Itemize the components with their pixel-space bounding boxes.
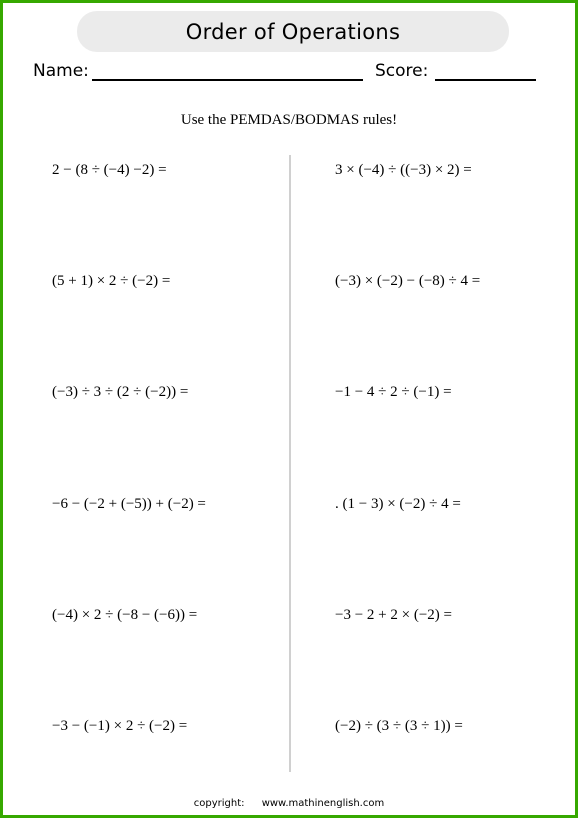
column-divider	[289, 155, 291, 772]
footer	[0, 798, 578, 809]
worksheet-title: Order of Operations	[185, 19, 401, 44]
problem-left-2: (5 + 1) × 2 ÷ (−2) =	[52, 273, 171, 289]
score-blank-line	[435, 79, 536, 81]
name-label: Name:	[33, 61, 89, 81]
problem-right-5: −3 − 2 + 2 × (−2) =	[335, 607, 452, 623]
problem-right-3: −1 − 4 ÷ 2 ÷ (−1) =	[335, 384, 452, 400]
instructions-text: Use the PEMDAS/BODMAS rules!	[180, 112, 398, 128]
website-link[interactable]: www.mathinenglish.com	[261, 798, 385, 809]
score-label: Score:	[375, 61, 429, 81]
title-banner	[77, 11, 509, 52]
problem-left-1: 2 − (8 ÷ (−4) −2) =	[52, 162, 167, 178]
problem-right-4: . (1 − 3) × (−2) ÷ 4 =	[335, 496, 461, 512]
problem-left-4: −6 − (−2 + (−5)) + (−2) =	[52, 496, 206, 512]
name-blank-line	[92, 79, 363, 81]
copyright-label: copyright:	[193, 798, 245, 809]
problem-left-6: −3 − (−1) × 2 ÷ (−2) =	[52, 718, 188, 734]
problem-left-3: (−3) ÷ 3 ÷ (2 ÷ (−2)) =	[52, 384, 189, 400]
problem-right-6: (−2) ÷ (3 ÷ (3 ÷ 1)) =	[335, 718, 463, 734]
problem-right-2: (−3) × (−2) − (−8) ÷ 4 =	[335, 273, 481, 289]
problem-left-5: (−4) × 2 ÷ (−8 − (−6)) =	[52, 607, 198, 623]
problem-right-1: 3 × (−4) ÷ ((−3) × 2) =	[335, 162, 472, 178]
